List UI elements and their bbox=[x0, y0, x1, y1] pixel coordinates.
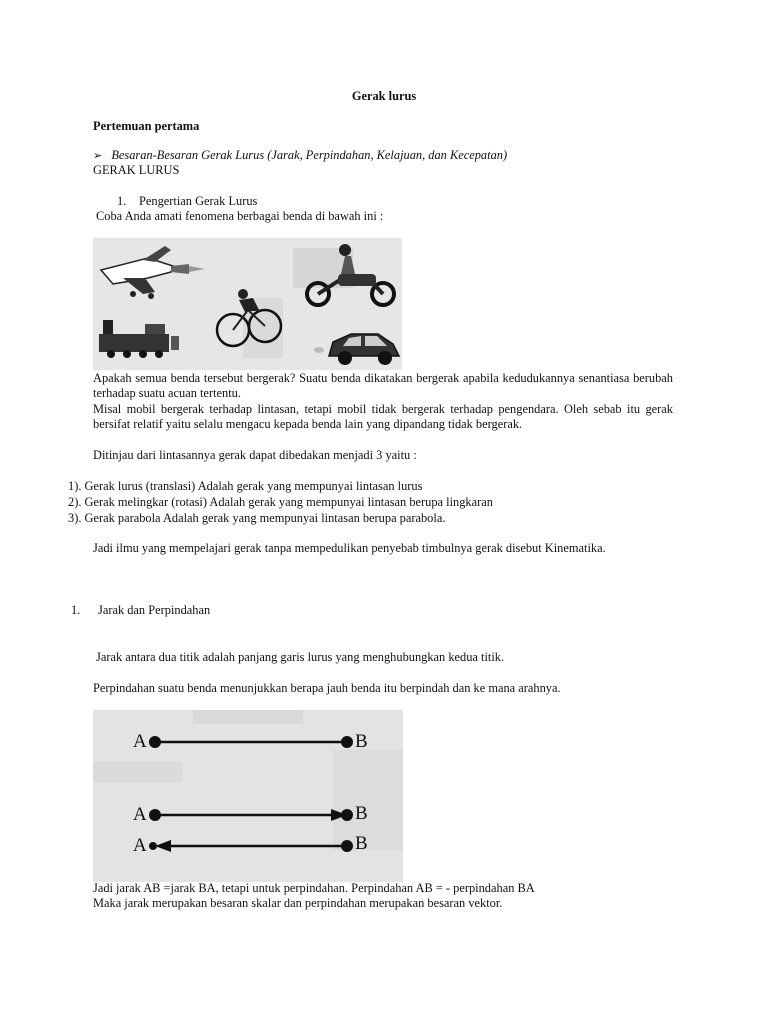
point-b-dot bbox=[341, 736, 353, 748]
arrow-bullet-icon: ➢ bbox=[93, 149, 103, 162]
paragraph-relative-motion: Misal mobil bergerak terhadap lintasan, tetapi mobil tidak bergerak terhadap pengendara. Oleh sebab itu gerak bersifat relatif yaitu selalu mengacu kepada benda lain yang dipandang tidak bergerak. bbox=[93, 402, 673, 431]
conclusion-line-2: Maka jarak merupakan besaran skalar dan perpindahan merupakan besaran vektor. bbox=[93, 896, 503, 910]
meeting-heading: Pertemuan pertama bbox=[93, 119, 200, 133]
point-b-dot bbox=[341, 809, 353, 821]
point-a-dot bbox=[149, 842, 157, 850]
label-a: A bbox=[133, 731, 147, 752]
moving-objects-illustration bbox=[93, 238, 402, 370]
motion-type-item: 2). Gerak melingkar (rotasi) Adalah gerak yang mempunyai lintasan berupa lingkaran bbox=[68, 495, 493, 509]
item2-number: 1. bbox=[71, 603, 81, 617]
item1-title: Pengertian Gerak Lurus bbox=[139, 194, 258, 208]
point-b-dot bbox=[341, 840, 353, 852]
label-b: B bbox=[355, 803, 368, 824]
displacement-definition: Perpindahan suatu benda menunjukkan berapa jauh benda itu berpindah dan ke mana arahnya. bbox=[93, 681, 561, 695]
paragraph-kinematics: Jadi ilmu yang mempelajari gerak tanpa mempedulikan penyebab timbulnya gerak disebut Kinematika. bbox=[93, 541, 606, 555]
paragraph-motion-types: Ditinjau dari lintasannya gerak dapat dibedakan menjadi 3 yaitu : bbox=[93, 448, 417, 462]
label-a: A bbox=[133, 804, 147, 825]
conclusion-line-1: Jadi jarak AB =jarak BA, tetapi untuk perpindahan. Perpindahan AB = - perpindahan BA bbox=[93, 881, 535, 895]
paragraph-motion-definition: Apakah semua benda tersebut bergerak? Suatu benda dikatakan bergerak apabila kedudukannya senantiasa berubah terhadap suatu acuan tertentu. bbox=[93, 371, 673, 400]
label-b: B bbox=[355, 731, 368, 752]
bullet-text: Besaran-Besaran Gerak Lurus (Jarak, Perpindahan, Kelajuan, dan Kecepatan) bbox=[111, 148, 508, 162]
distance-displacement-diagram bbox=[93, 710, 403, 882]
bullet-line bbox=[93, 148, 507, 163]
intro-text: Coba Anda amati fenomena berbagai benda di bawah ini : bbox=[96, 209, 384, 223]
item1-number: 1. bbox=[117, 194, 127, 208]
vehicles-picture bbox=[93, 238, 402, 370]
section-heading: GERAK LURUS bbox=[93, 163, 180, 177]
point-a-dot bbox=[149, 809, 161, 821]
label-a: A bbox=[133, 835, 147, 856]
motion-type-item: 1). Gerak lurus (translasi) Adalah gerak yang mempunyai lintasan lurus bbox=[68, 479, 423, 493]
item2-title: Jarak dan Perpindahan bbox=[98, 603, 211, 617]
motion-type-item: 3). Gerak parabola Adalah gerak yang mempunyai lintasan berupa parabola. bbox=[68, 511, 446, 525]
point-a-dot bbox=[149, 736, 161, 748]
distance-definition: Jarak antara dua titik adalah panjang garis lurus yang menghubungkan kedua titik. bbox=[96, 650, 505, 664]
page-title: Gerak lurus bbox=[351, 89, 417, 103]
label-b: B bbox=[355, 833, 368, 854]
